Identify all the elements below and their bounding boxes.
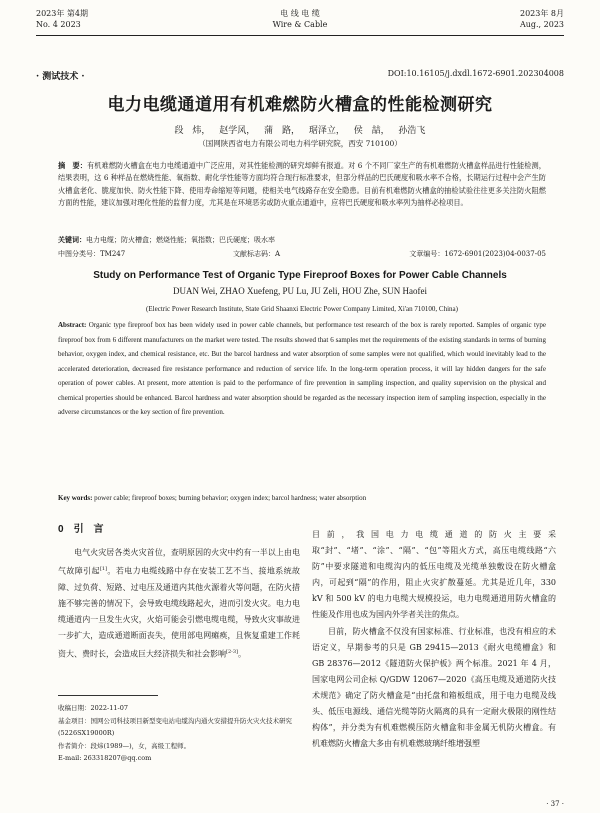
body-column-left bbox=[58, 521, 300, 663]
footnote-divider bbox=[58, 695, 158, 696]
class-number: 中图分类号：TM247 bbox=[58, 250, 126, 258]
keywords-cn bbox=[58, 235, 546, 245]
doc-code: 文献标志码：A bbox=[233, 250, 281, 258]
author-email: E-mail: 263318207@qq.com bbox=[58, 754, 152, 763]
page-number: · 37 · bbox=[546, 800, 564, 808]
affiliation-en: (Electric Power Research Institute, State Grid Shaanxi Electric Power Company Limited, Xi'an 710100, China) bbox=[146, 305, 458, 313]
affiliation-cn: （国网陕西省电力有限公司电力科学研究院，西安 710100） bbox=[198, 139, 402, 148]
intro-paragraph-2: 目前，我国电力电缆通道的防火主要采取“封”、“堵”、“涂”、“隔”、“包”等阻火方式，高压电缆线路“六防”中要求隧道和电缆沟内的低压电缆及光缆单独敷设在防火槽盒内，可起到“隔”的作用，阻止火灾扩散蔓延。尤其是近几年，330 kV 和 500 kV 的电力电缆大规模投运，电力电缆通道用防火槽盒的性能及作用也成为国内外学者关注的焦点。 bbox=[312, 530, 556, 620]
column-tag: · 测试技术 · bbox=[36, 72, 85, 82]
abstract-text-en: Organic type fireproof box has been widely used in power cable channels, but performance test research of the box is rarely reported. Samples of organic type fireproof box from 6 different manufacturers on the market were tested. The results showed that 6 samples met the requirements of the existing standards in terms of burning behavior, oxygen index, and chemical resistance, etc. But the barcol hardness and water absorption of some samples were not qualified, which would inevitably lead to the accelerated deterioration, decreased fire resistance performance and reduction of service life. In the long-term operation process, it will lay hidden dangers for the safe operation of power cables. At present, more attention is paid to the performance of fire prevention in sampling inspection, and quality supervision on the physical and chemical properties should be enhanced. Barcol hardness and water absorption should be regarded as the necessary inspection item of sampling inspection, especially in the adverse circumstances or the key section of fire prevention. bbox=[58, 321, 547, 416]
journal-name-cn: 电 线 电 缆 bbox=[280, 9, 320, 18]
intro-text-1b: 。若电力电缆线路中存在安装工艺不当、接地系统故障、过负荷、短路、过电压及通道内其他火源着火等问题，在防火措施不够完善的情况下，会导致电缆线路起火，进而引发火灾。电力电缆通道内一旦发生火灾，火焰可能会引燃电缆电缆，导致火灾事故进一步扩大，造成通道断面丧失，使用部电网瘫痪，且恢复重建工作耗资大、费时长，会造成巨大经济损失和社会影响 bbox=[58, 566, 301, 659]
received-date: 收稿日期：2022-11-07 bbox=[58, 704, 128, 712]
authors-en: DUAN Wei, ZHAO Xuefeng, PU Lu, JU Zeli, HOU Zhe, SUN Haofei bbox=[172, 286, 428, 296]
article-number: 文章编号：1672-6901(2023)04-0037-05 bbox=[409, 250, 546, 258]
footnote bbox=[58, 702, 300, 765]
abstract-cn bbox=[58, 160, 546, 209]
body-column-right bbox=[312, 527, 556, 752]
header-divider bbox=[36, 35, 564, 36]
paper-title-en: Study on Performance Test of Organic Type Fireproof Boxes for Power Cable Channels bbox=[93, 270, 507, 281]
abstract-en bbox=[58, 318, 546, 420]
citation-ref-1: [1] bbox=[99, 566, 108, 573]
section-title: 引 言 bbox=[73, 524, 104, 535]
journal-date bbox=[520, 8, 564, 30]
journal-name bbox=[0, 8, 600, 30]
keywords-text-en: power cable; fireproof boxes; burning behavior; oxygen index; barcol hardness; water absorption bbox=[94, 494, 367, 502]
keywords-label-cn: 关键词： bbox=[58, 235, 86, 244]
issue-year-cn: 2023年 第4期 bbox=[36, 9, 88, 18]
citation-ref-2: [2-3] bbox=[226, 649, 238, 656]
abstract-label-cn: 摘 要： bbox=[58, 161, 88, 170]
intro-paragraph-3: 目前，防火槽盒不仅没有国家标准、行业标准，也没有相应的术语定义，早期参考的只是 GB 29415—2013《耐火电缆槽盒》和 GB 28376—2012《隧道防火保护板》两个标准。2021 年 4 月，国家电网公司企标 Q/GDW 12067—2020《高压电缆及通道防火技术规范》确定了防火槽盒是“由托盘和箱板组成，用于电力电缆及线头、低压电源线、通信光缆等防火隔离的具有一定耐火极限的刚性结构体”，并分类为有机难燃模压防火槽盒和非金属无机防火槽盒。有机难燃防火槽盒大多由有机难燃玻璃纤维增强塑 bbox=[312, 626, 556, 749]
issue-no-en: No. 4 2023 bbox=[36, 20, 81, 29]
keywords-en bbox=[58, 494, 546, 502]
authors-cn: 段 炜， 赵学风， 蒲 路， 琚泽立， 侯 喆， 孙浩飞 bbox=[174, 126, 426, 136]
abstract-label-en: Abstract: bbox=[58, 321, 87, 329]
journal-date-en: Aug., 2023 bbox=[519, 20, 564, 29]
intro-text-1: 电气火灾居各类火灾首位，查明原因的火灾中约有一半以上由电气故障引起 bbox=[58, 548, 300, 576]
intro-text-1c: 。 bbox=[237, 649, 246, 659]
section-number: 0 bbox=[58, 524, 64, 535]
doi: DOI:10.16105/j.dxdl.1672-6901.202304008 bbox=[387, 69, 564, 78]
intro-paragraph-1 bbox=[58, 545, 300, 663]
keywords-text-cn: 电力电缆；防火槽盒；燃烧性能；氧指数；巴氏硬度；吸水率 bbox=[86, 236, 275, 244]
section-heading bbox=[58, 521, 300, 539]
paper-title-cn: 电力电缆通道用有机难燃防火槽盒的性能检测研究 bbox=[107, 95, 493, 115]
journal-date-cn: 2023年 8月 bbox=[520, 9, 564, 18]
journal-name-en: Wire & Cable bbox=[272, 20, 328, 29]
author-bio: 作者简介：段炜(1989—)，女，高级工程师。 bbox=[58, 741, 191, 750]
keywords-label-en: Key words: bbox=[58, 494, 93, 502]
fund-project: 基金项目：国网公司科技项目新型变电站电缆沟内通火安措提升防火灾火技术研究(5226SX19000R) bbox=[58, 716, 292, 738]
abstract-text-cn: 有机难燃防火槽盒在电力电缆通道中广泛应用，对其性能检测的研究却鲜有报道。对 6 个不同厂家生产的有机难燃防火槽盒样品进行性能检测，结果表明，这 6 种样品在燃烧性能、氧指数、耐化学性能等方面均符合现行标准要求，但部分样品的巴氏硬度和吸水率不合格，长期运行过程中会产生防火槽盒老化、脆度加快、防火性能下降、使用寿命缩短等问题，使相关电气线路存在安全隐患。目前有机难燃防火槽盒的抽检试验往往更多关注防火阻燃方面的性能，建议加强对理化性能的监督力度，尤其是在环境恶劣或防火重点通道中，应将巴氏硬度和吸水率列为抽样必检项目。 bbox=[58, 161, 546, 207]
